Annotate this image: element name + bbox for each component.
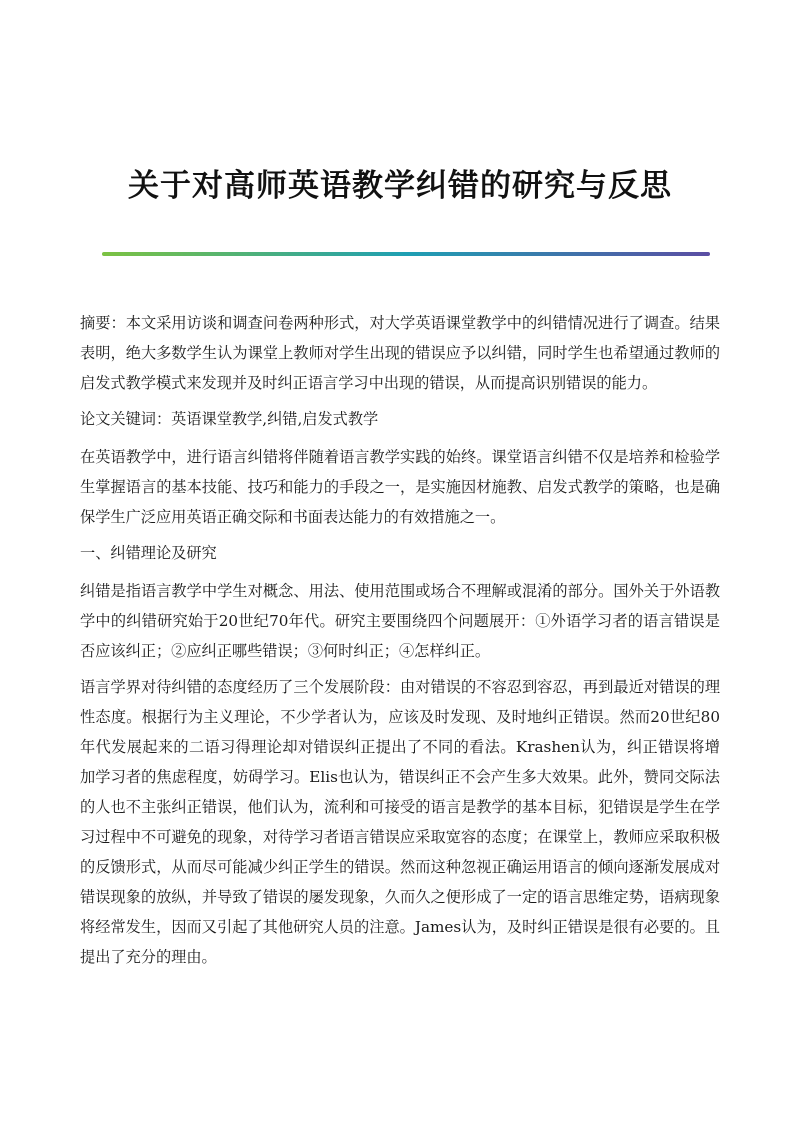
body-paragraph: 语言学界对待纠错的态度经历了三个发展阶段：由对错误的不容忍到容忍，再到最近对错误的理性态度。根据行为主义理论，不少学者认为，应该及时发现、及时地纠正错误。然而20世纪80年代发展起来的二语习得理论却对错误纠正提出了不同的看法。Krashen认为，纠正错误将增加学习者的焦虑程度，妨碍学习。Elis也认为，错误纠正不会产生多大效果。此外，赞同交际法的人也不主张纠正错误，他们认为，流利和可接受的语言是教学的基本目标，犯错误是学生在学习过程中不可避免的现象，对待学习者语言错误应采取宽容的态度；在课堂上，教师应采取积极的反馈形式，从而尽可能减少纠正学生的错误。然而这种忽视正确运用语言的倾向逐渐发展成对错误现象的放纵，并导致了错误的屡发现象，久而久之便形成了一定的语言思维定势，语病现象将经常发生，因而又引起了其他研究人员的注意。James认为，及时纠正错误是很有必要的。且提出了充分的理由。 bbox=[80, 678, 720, 966]
document-body bbox=[80, 308, 720, 978]
body-paragraph: 纠错是指语言教学中学生对概念、用法、使用范围或场合不理解或混淆的部分。国外关于外语教学中的纠错研究始于20世纪70年代。研究主要围绕四个问题展开：①外语学习者的语言错误是否应该纠正；②应纠正哪些错误；③何时纠正；④怎样纠正。 bbox=[80, 582, 720, 660]
title-divider bbox=[102, 252, 710, 256]
keywords-line: 论文关键词：英语课堂教学,纠错,启发式教学 bbox=[80, 410, 379, 428]
abstract-paragraph: 摘要：本文采用访谈和调查问卷两种形式，对大学英语课堂教学中的纠错情况进行了调查。结果表明，绝大多数学生认为课堂上教师对学生出现的错误应予以纠错，同时学生也希望通过教师的启发式教学模式来发现并及时纠正语言学习中出现的错误，从而提高识别错误的能力。 bbox=[80, 314, 720, 392]
intro-paragraph: 在英语教学中，进行语言纠错将伴随着语言教学实践的始终。课堂语言纠错不仅是培养和检验学生掌握语言的基本技能、技巧和能力的手段之一，是实施因材施教、启发式教学的策略，也是确保学生广泛应用英语正确交际和书面表达能力的有效措施之一。 bbox=[80, 448, 720, 526]
section-heading: 一、纠错理论及研究 bbox=[80, 544, 217, 562]
document-title: 关于对高师英语教学纠错的研究与反思 bbox=[128, 168, 672, 204]
